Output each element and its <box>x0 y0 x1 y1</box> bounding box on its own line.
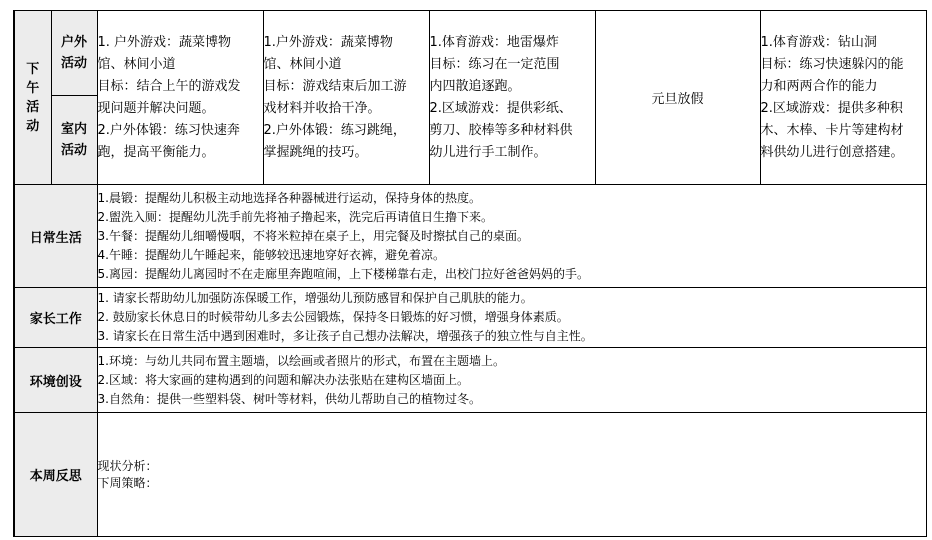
weekly-reflection-label: 本周反思 <box>14 413 97 537</box>
list-item: 2.区域：将大家画的建构遇到的问题和解决办法张贴在建构区墙面上。 <box>97 372 469 387</box>
parent-work-label: 家长工作 <box>14 288 97 348</box>
list-item: 3.午餐：提醒幼儿细嚼慢咽，不将米粒掉在桌子上，用完餐及时擦拭自己的桌面。 <box>97 228 529 243</box>
day-1-afternoon-cell: 1. 户外游戏：蔬菜博物 馆、林间小道 目标：结合上午的游戏发 现问题并解决问题。 2.户外体锻：练习快速奔 跑，提高平衡能力。 <box>97 11 263 185</box>
list-item: 5.离园：提醒幼儿离园时不在走廊里奔跑喧闹，上下楼梯靠右走，出校门拉好爸爸妈妈的手。 <box>97 266 589 281</box>
environment-content <box>97 348 926 413</box>
weekly-plan-table <box>13 10 927 537</box>
holiday-text: 元旦放假 <box>651 92 704 107</box>
day-2-afternoon-cell: 1.户外游戏：蔬菜博物 馆、林间小道 目标：游戏结束后加工游 戏材料并收拾干净。 2.户外体锻：练习跳绳， 掌握跳绳的技巧。 <box>263 11 429 185</box>
outdoor-activity-label: 户外 活动 <box>51 11 97 96</box>
list-item: 3.自然角：提供一些塑料袋、树叶等材料，供幼儿帮助自己的植物过冬。 <box>97 391 481 406</box>
list-item: 3. 请家长在日常生活中遇到困难时，多让孩子自己想办法解决，增强孩子的独立性与自主性。 <box>97 329 593 343</box>
situation-analysis: 现状分析： <box>97 458 158 473</box>
indoor-activity-label: 室内 活动 <box>51 96 97 185</box>
environment-label: 环境创设 <box>14 348 97 413</box>
list-item: 1. 请家长帮助幼儿加强防冻保暖工作，增强幼儿预防感冒和保护自己肌肤的能力。 <box>97 291 533 305</box>
next-week-strategy: 下周策略： <box>97 475 158 490</box>
list-item: 2.盥洗入厕：提醒幼儿洗手前先将袖子撸起来，洗完后再请值日生撸下来。 <box>97 209 493 224</box>
parent-work-content <box>97 288 926 348</box>
afternoon-section-label: 下 午 活 动 <box>14 11 51 185</box>
daily-life-content <box>97 185 926 288</box>
day-4-holiday-cell <box>595 11 760 185</box>
day-3-afternoon-cell: 1.体育游戏：地雷爆炸 目标：练习在一定范围 内四散追逐跑。 2.区域游戏：提供彩纸、 剪刀、胶棒等多种材料供 幼儿进行手工制作。 <box>429 11 595 185</box>
weekly-reflection-content <box>97 413 926 537</box>
list-item: 2. 鼓励家长休息日的时候带幼儿多去公园锻炼，保持冬日锻炼的好习惯，增强身体素质。 <box>97 310 569 324</box>
day-5-afternoon-cell: 1.体育游戏：钻山洞 目标：练习快速躲闪的能 力和两两合作的能力 2.区域游戏：提供多种积 木、木棒、卡片等建构材 料供幼儿进行创意搭建。 <box>760 11 926 185</box>
list-item: 1.晨锻：提醒幼儿积极主动地选择各种器械进行运动，保持身体的热度。 <box>97 190 481 205</box>
list-item: 1.环境：与幼儿共同布置主题墙，以绘画或者照片的形式，布置在主题墙上。 <box>97 353 505 368</box>
list-item: 4.午睡：提醒幼儿午睡起来，能够较迅速地穿好衣裤，避免着凉。 <box>97 247 445 262</box>
daily-life-label: 日常生活 <box>14 185 97 288</box>
